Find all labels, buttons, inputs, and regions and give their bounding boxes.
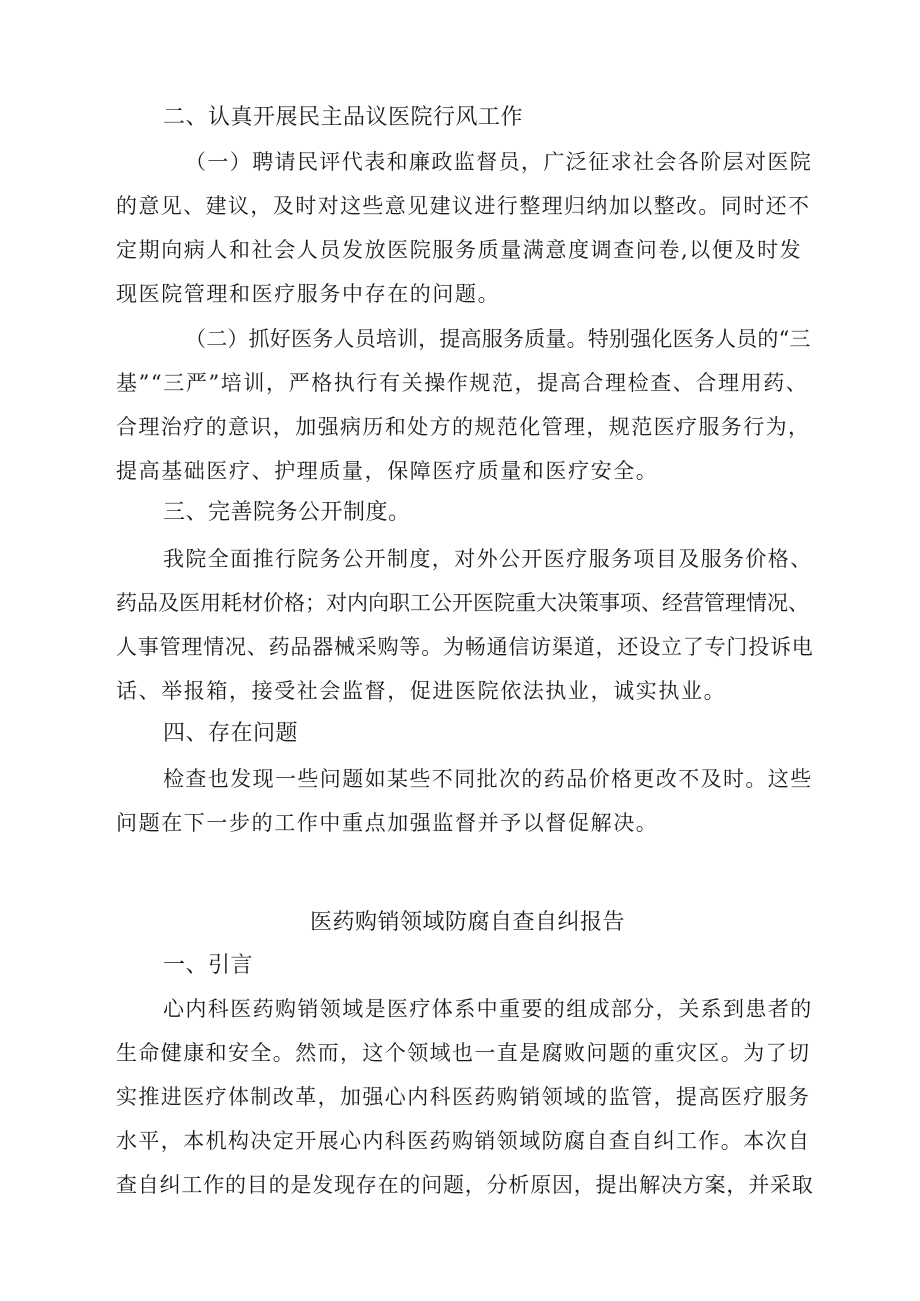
paragraph-line: 我院全面推行院务公开制度，对外公开医疗服务项目及服务价格、 xyxy=(163,547,813,571)
paragraph-line: 定期向病人和社会人员发放医院服务质量满意度调查问卷,以便及时发 xyxy=(116,238,803,262)
paragraph-line: 药品及医用耗材价格；对内向职工公开医院重大决策事项、经营管理情况、 xyxy=(116,591,809,615)
section-heading: 二、认真开展民主品议医院行风工作 xyxy=(163,105,524,130)
paragraph-line: （二）抓好医务人员培训，提高服务质量。特别强化医务人员的“三 xyxy=(185,327,811,351)
paragraph-line: 话、举报箱，接受社会监督，促进医院依法执业，诚实执业。 xyxy=(116,679,727,703)
paragraph-line: 查自纠工作的目的是发现存在的问题，分析原因，提出解决方案，并采取 xyxy=(116,1173,814,1197)
paragraph-line: 合理治疗的意识，加强病历和处方的规范化管理，规范医疗服务行为， xyxy=(116,415,811,439)
paragraph-line: 心内科医药购销领域是医疗体系中重要的组成部分，关系到患者的 xyxy=(163,997,813,1021)
paragraph-line: 基”“三严”培训，严格执行有关操作规范，提高合理检查、合理用药、 xyxy=(116,371,809,395)
report-title: 医药购销领域防腐自查自纠报告 xyxy=(310,910,626,935)
paragraph-line: （一）聘请民评代表和廉政监督员，广泛征求社会各阶层对医院 xyxy=(185,150,813,174)
paragraph-line: 的意见、建议，及时对这些意见建议进行整理归纳加以整改。同时还不 xyxy=(116,194,811,218)
section-heading: 四、存在问题 xyxy=(163,721,299,746)
section-heading: 一、引言 xyxy=(163,953,254,978)
paragraph-line: 实推进医疗体制改革，加强心内科医药购销领域的监管，提高医疗服务 xyxy=(116,1085,811,1109)
paragraph-line: 问题在下一步的工作中重点加强监督并予以督促解决。 xyxy=(116,811,659,835)
paragraph-line: 人事管理情况、药品器械采购等。为畅通信访渠道，还设立了专门投诉电 xyxy=(116,635,814,659)
section-heading: 三、完善院务公开制度。 xyxy=(163,500,411,525)
paragraph-line: 检查也发现一些问题如某些不同批次的药品价格更改不及时。这些 xyxy=(163,767,813,791)
paragraph-line: 现医院管理和医疗服务中存在的问题。 xyxy=(116,282,501,306)
paragraph-line: 生命健康和安全。然而，这个领域也一直是腐败问题的重灾区。为了切 xyxy=(116,1041,811,1065)
paragraph-line: 提高基础医疗、护理质量，保障医疗质量和医疗安全。 xyxy=(116,459,659,483)
paragraph-line: 水平，本机构决定开展心内科医药购销领域防腐自查自纠工作。本次自 xyxy=(116,1129,811,1153)
